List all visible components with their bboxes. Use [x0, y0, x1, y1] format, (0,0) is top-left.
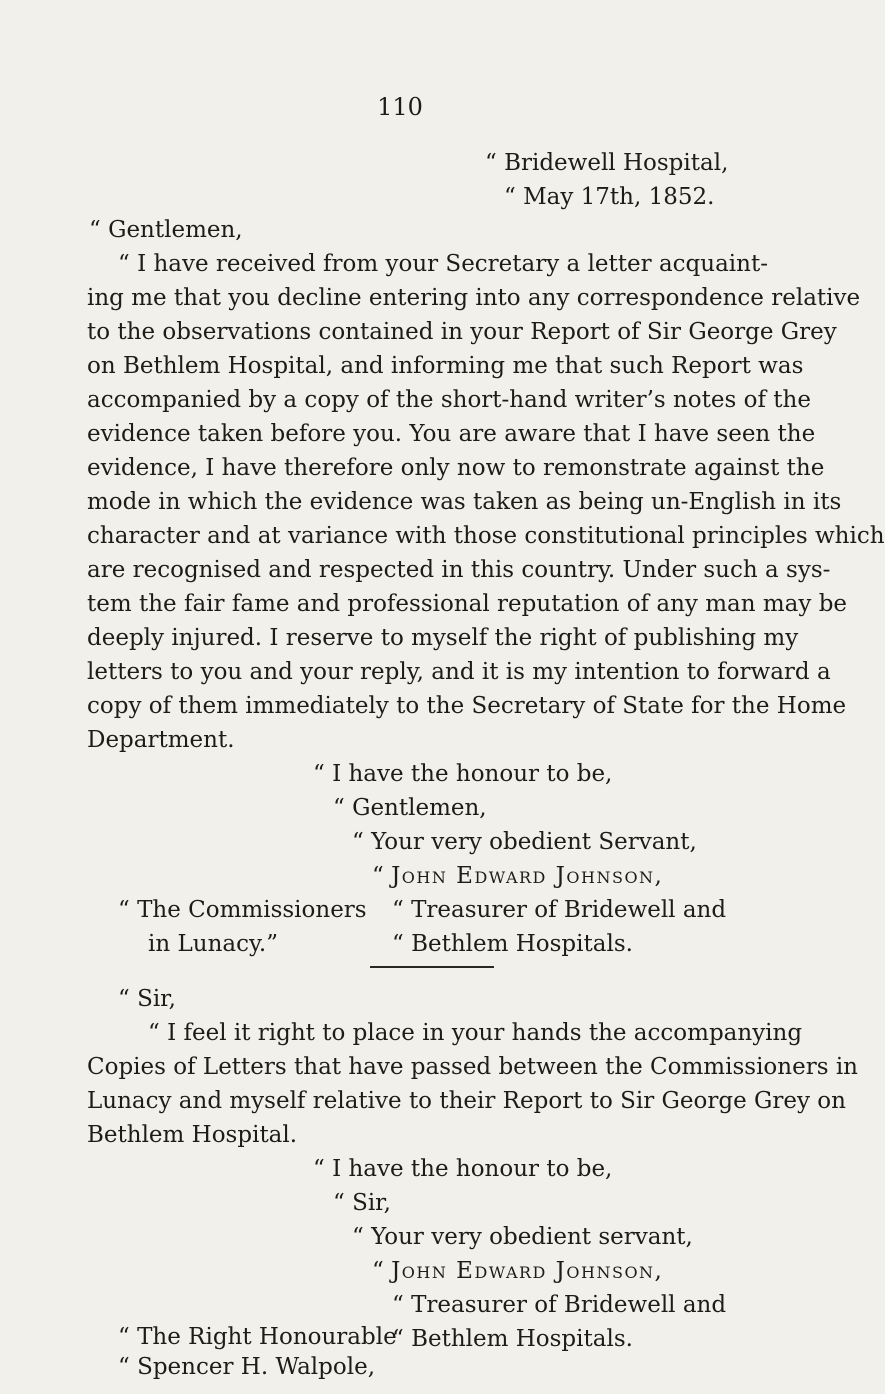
letter2-honour: “ I have the honour to be,: [313, 1156, 613, 1182]
letter1-servant: “ Your very obedient Servant,: [352, 829, 697, 855]
signature-quote: “: [372, 1258, 392, 1284]
letter2-salute: “ Sir,: [333, 1190, 391, 1216]
letter1-line: evidence taken before you. You are aware that I have seen the: [87, 421, 816, 447]
letter2-addressee2: “ Spencer H. Walpole,: [118, 1354, 376, 1380]
letter1-place: “ Bridewell Hospital,: [485, 150, 729, 176]
letter1-line: copy of them immediately to the Secretary of State for the Home: [87, 693, 847, 719]
letter2-last-line: Bethlem Hospital.: [87, 1122, 298, 1148]
page-number: 110: [377, 93, 423, 121]
signer-name: John Edward Johnson,: [391, 1258, 664, 1284]
letter2-servant: “ Your very obedient servant,: [352, 1224, 693, 1250]
letter1-last-line: Department.: [87, 727, 235, 753]
letter1-line: tem the fair fame and professional reputation of any man may be: [87, 591, 848, 617]
letter2-line: Copies of Letters that have passed between the Commissioners in: [87, 1054, 858, 1080]
letter1-addressee1: “ The Commissioners: [118, 897, 367, 923]
letter1-line: to the observations contained in your Report of Sir George Grey: [87, 319, 837, 345]
letter1-line: letters to you and your reply, and it is my intention to forward a: [87, 659, 831, 685]
letter2-salutation: “ Sir,: [118, 986, 176, 1012]
letter1-line: on Bethlem Hospital, and informing me that such Report was: [87, 353, 804, 379]
signer-name: John Edward Johnson,: [391, 863, 664, 889]
letter1-salutation: “ Gentlemen,: [89, 217, 243, 243]
letter2-line: “ I feel it right to place in your hands the accompanying: [148, 1020, 803, 1046]
letter1-line: mode in which the evidence was taken as being un-English in its: [87, 489, 842, 515]
letter1-salute: “ Gentlemen,: [333, 795, 487, 821]
letter1-honour: “ I have the honour to be,: [313, 761, 613, 787]
letter1-addressee2: in Lunacy.”: [148, 931, 278, 957]
letter2-signature: [372, 1254, 663, 1288]
letter2-line: Lunacy and myself relative to their Report to Sir George Grey on: [87, 1088, 846, 1114]
letter2-addressee1: “ The Right Honourable: [118, 1324, 397, 1350]
letter1-line: evidence, I have therefore only now to remonstrate against the: [87, 455, 825, 481]
letter2-title1: “ Treasurer of Bridewell and: [392, 1292, 727, 1318]
letter2-title2: “ Bethlem Hospitals.: [392, 1326, 633, 1352]
letter1-line: accompanied by a copy of the short-hand writer’s notes of the: [87, 387, 811, 413]
letter1-title2: “ Bethlem Hospitals.: [392, 931, 633, 957]
signature-quote: “: [372, 863, 392, 889]
letter1-signature: [372, 859, 663, 893]
separator-rule: [370, 966, 494, 968]
letter1-date: “ May 17th, 1852.: [504, 184, 715, 210]
letter1-line: character and at variance with those constitutional principles which: [87, 523, 885, 549]
letter1-title1: “ Treasurer of Bridewell and: [392, 897, 727, 923]
letter1-line: deeply injured. I reserve to myself the right of publishing my: [87, 625, 799, 651]
letter1-line: are recognised and respected in this country. Under such a sys-: [87, 557, 831, 583]
letter1-line: “ I have received from your Secretary a letter acquaint-: [118, 251, 768, 277]
letter1-line: ing me that you decline entering into any correspondence relative: [87, 285, 861, 311]
